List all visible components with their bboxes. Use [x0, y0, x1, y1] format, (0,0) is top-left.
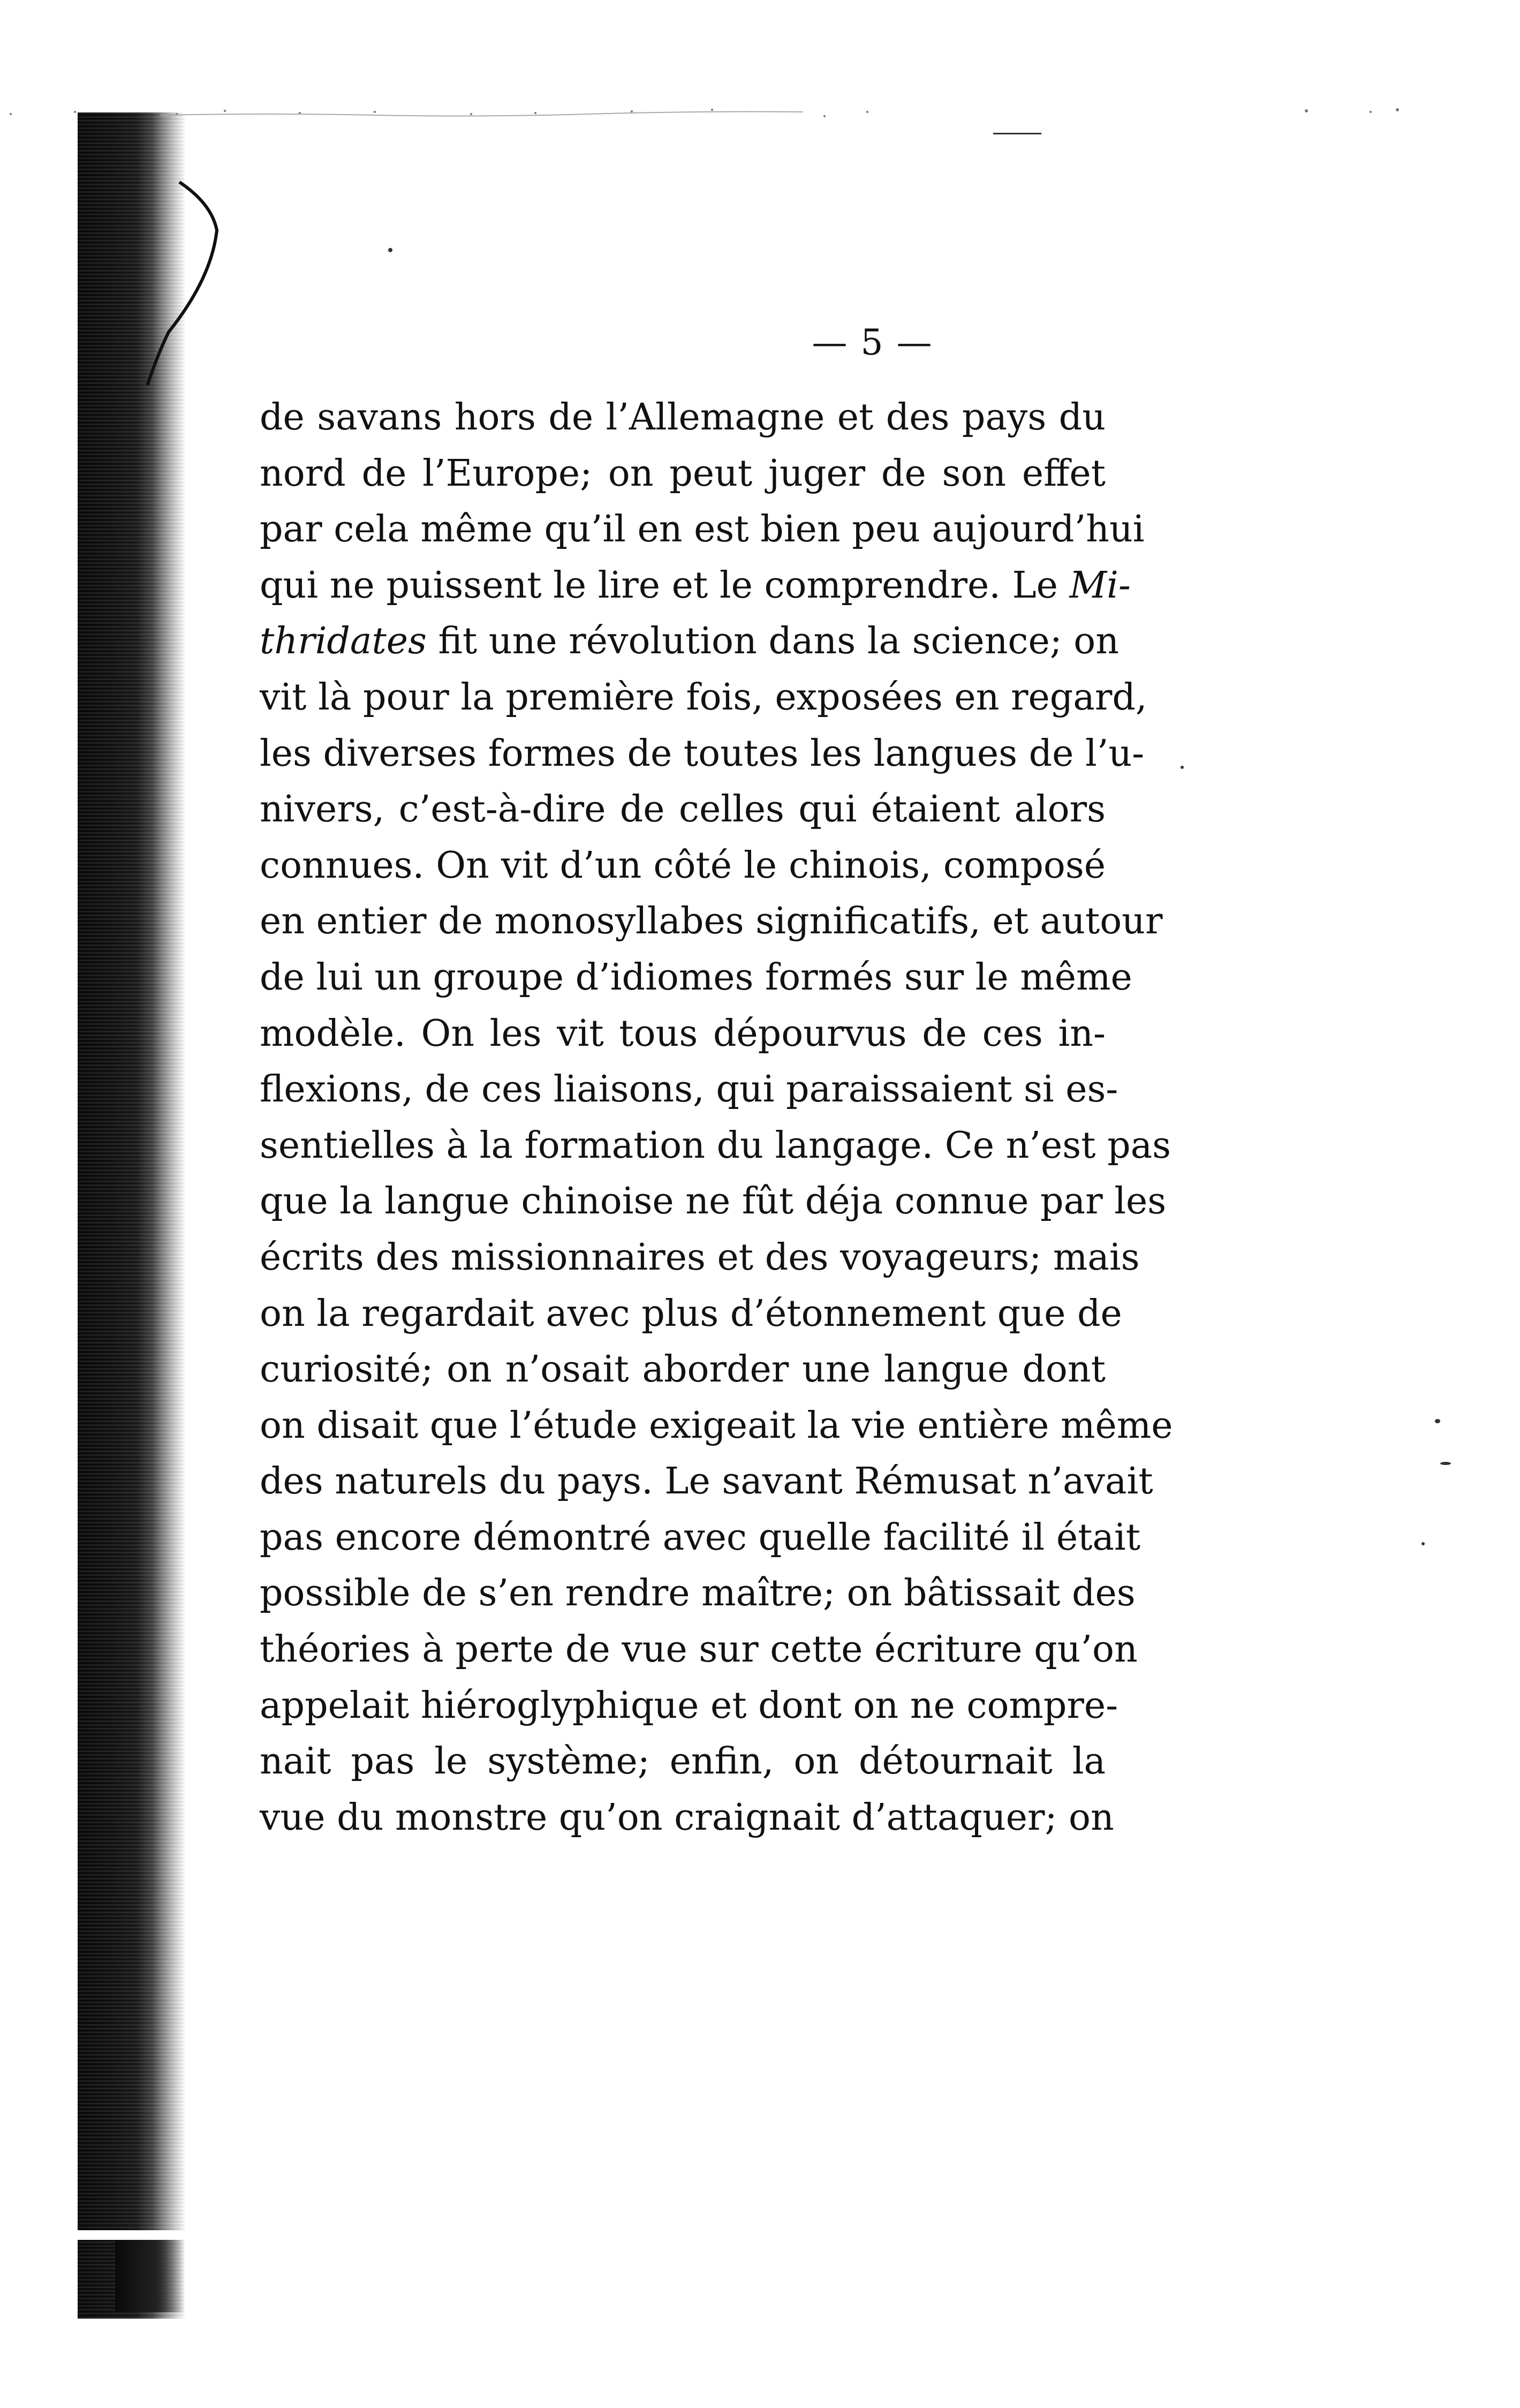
- binding-gap: [78, 2230, 185, 2240]
- text-line: vit là pour la première fois, exposées en regard,: [260, 676, 1147, 719]
- scan-speckle-top: [0, 104, 1520, 137]
- text-line: théories à perte de vue sur cette écriture qu’on: [260, 1628, 1138, 1671]
- text-line: on disait que l’étude exigeait la vie entière même: [260, 1404, 1173, 1447]
- text-line: vue du monstre qu’on craignait d’attaquer; on: [260, 1796, 1114, 1839]
- body-text: [260, 390, 1173, 1846]
- text-line: les diverses formes de toutes les langues de l’u-: [260, 732, 1145, 775]
- text-line: on la regardait avec plus d’étonnement que de: [260, 1292, 1122, 1335]
- text-line: sentielles à la formation du langage. Ce n’est pas: [260, 1124, 1171, 1167]
- text-line: de lui un groupe d’idiomes formés sur le même: [260, 956, 1132, 999]
- text-line: possible de s’en rendre maître; on bâtissait des: [260, 1572, 1136, 1615]
- text-line: nait pas le système; enfin, on détournait la: [260, 1740, 1106, 1783]
- text-line: curiosité; on n’osait aborder une langue dont: [260, 1348, 1106, 1391]
- top-rule: [993, 133, 1041, 134]
- scan-speck: [1435, 1419, 1440, 1423]
- text-line: nivers, c’est-à-dire de celles qui étaient alors: [260, 788, 1106, 831]
- scan-speck: [388, 248, 392, 252]
- text-line: thridates fit une révolution dans la science; on: [260, 620, 1119, 663]
- scan-speck: [1421, 1542, 1425, 1545]
- text-line: connues. On vit d’un côté le chinois, composé: [260, 844, 1106, 887]
- text-line: que la langue chinoise ne fût déja connue par les: [260, 1180, 1167, 1223]
- text-line: de savans hors de l’Allemagne et des pays du: [260, 396, 1106, 439]
- text-line: des naturels du pays. Le savant Rémusat n’avait: [260, 1460, 1153, 1503]
- text-line: appelait hiéroglyphique et dont on ne compre-: [260, 1684, 1118, 1727]
- text-line: flexions, de ces liaisons, qui paraissaient si es-: [260, 1068, 1118, 1111]
- text-line: qui ne puissent le lire et le comprendre. Le Mi-: [260, 564, 1131, 607]
- text-line: nord de l’Europe; on peut juger de son effet: [260, 452, 1106, 495]
- scan-speck: [1181, 766, 1184, 769]
- binding-shadow-tail: [115, 2240, 185, 2312]
- italic-word: thridates: [260, 620, 427, 663]
- text-line: par cela même qu’il en est bien peu aujourd’hui: [260, 508, 1145, 551]
- italic-word: Mi-: [1069, 564, 1131, 607]
- binding-shadow: [78, 112, 185, 2319]
- scan-speck: [1440, 1462, 1451, 1465]
- text-line: en entier de monosyllabes significatifs, et autour: [260, 900, 1163, 943]
- page-number: — 5 —: [812, 322, 933, 363]
- text-line: modèle. On les vit tous dépourvus de ces in-: [260, 1012, 1106, 1055]
- text-line: écrits des missionnaires et des voyageurs; mais: [260, 1236, 1140, 1279]
- text-line: pas encore démontré avec quelle facilité il était: [260, 1516, 1141, 1559]
